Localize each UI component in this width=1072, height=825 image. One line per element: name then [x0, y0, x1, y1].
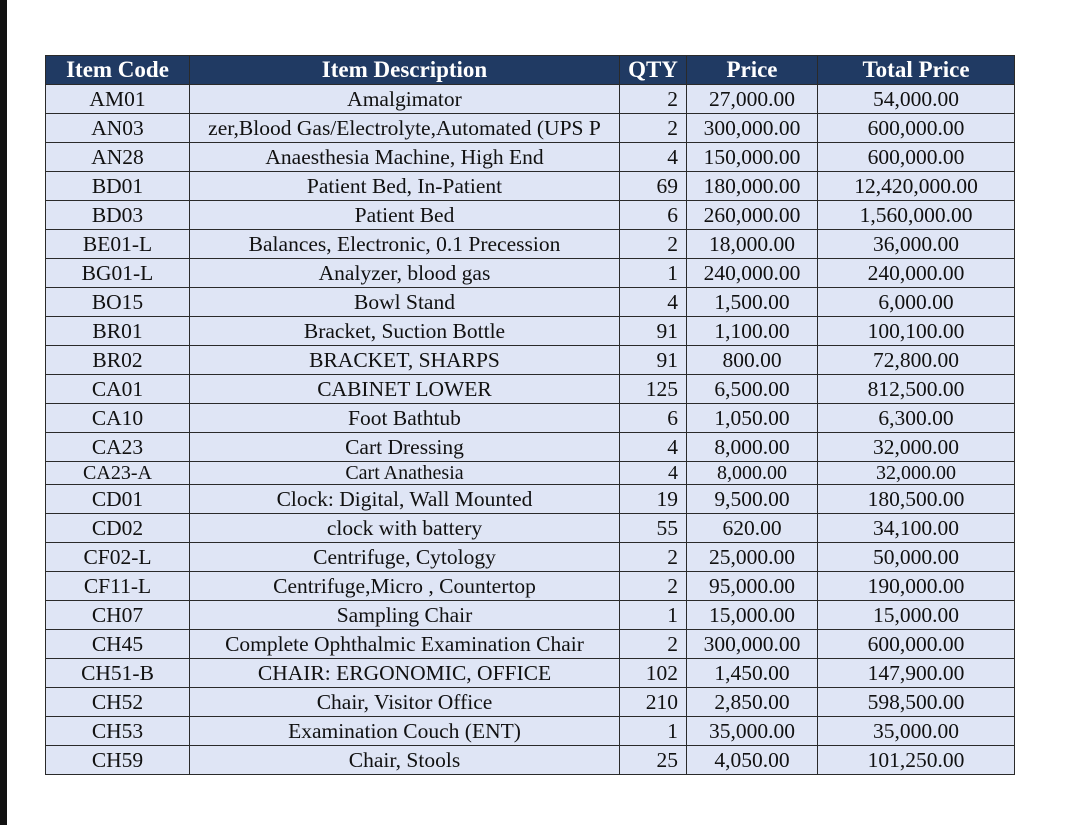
cell-item-description: Balances, Electronic, 0.1 Precession: [190, 230, 620, 259]
cell-price: 2,850.00: [687, 688, 818, 717]
cell-item-description: Bowl Stand: [190, 288, 620, 317]
cell-total-price: 32,000.00: [818, 462, 1015, 485]
cell-total-price: 35,000.00: [818, 717, 1015, 746]
cell-qty: 2: [620, 630, 687, 659]
cell-item-code: CA23-A: [46, 462, 190, 485]
cell-total-price: 72,800.00: [818, 346, 1015, 375]
cell-price: 25,000.00: [687, 543, 818, 572]
table-row: [46, 514, 1015, 543]
table-row: [46, 85, 1015, 114]
cell-price: 300,000.00: [687, 630, 818, 659]
cell-price: 18,000.00: [687, 230, 818, 259]
table-row: [46, 572, 1015, 601]
cell-qty: 2: [620, 85, 687, 114]
cell-price: 180,000.00: [687, 172, 818, 201]
cell-qty: 2: [620, 543, 687, 572]
table-row: [46, 630, 1015, 659]
cell-item-code: BO15: [46, 288, 190, 317]
cell-total-price: 190,000.00: [818, 572, 1015, 601]
cell-qty: 1: [620, 717, 687, 746]
table-row: [46, 317, 1015, 346]
cell-item-description: Centrifuge,Micro , Countertop: [190, 572, 620, 601]
cell-qty: 25: [620, 746, 687, 775]
cell-total-price: 36,000.00: [818, 230, 1015, 259]
cell-qty: 69: [620, 172, 687, 201]
cell-item-description: Patient Bed, In-Patient: [190, 172, 620, 201]
items-table-container: [45, 55, 1014, 775]
cell-price: 4,050.00: [687, 746, 818, 775]
cell-total-price: 6,300.00: [818, 404, 1015, 433]
cell-price: 9,500.00: [687, 485, 818, 514]
cell-total-price: 812,500.00: [818, 375, 1015, 404]
cell-price: 35,000.00: [687, 717, 818, 746]
cell-price: 240,000.00: [687, 259, 818, 288]
cell-total-price: 600,000.00: [818, 630, 1015, 659]
table-row: [46, 717, 1015, 746]
table-row: [46, 346, 1015, 375]
header-qty: QTY: [620, 56, 687, 85]
cell-item-code: CH51-B: [46, 659, 190, 688]
table-row: [46, 114, 1015, 143]
header-item-code: Item Code: [46, 56, 190, 85]
cell-item-description: Chair, Visitor Office: [190, 688, 620, 717]
cell-total-price: 600,000.00: [818, 143, 1015, 172]
cell-qty: 2: [620, 572, 687, 601]
cell-item-code: AN03: [46, 114, 190, 143]
cell-item-description: Sampling Chair: [190, 601, 620, 630]
table-row: [46, 433, 1015, 462]
cell-qty: 4: [620, 433, 687, 462]
cell-item-description: Analyzer, blood gas: [190, 259, 620, 288]
cell-price: 620.00: [687, 514, 818, 543]
cell-qty: 19: [620, 485, 687, 514]
table-row: [46, 172, 1015, 201]
cell-item-description: Chair, Stools: [190, 746, 620, 775]
cell-total-price: 50,000.00: [818, 543, 1015, 572]
table-row: [46, 288, 1015, 317]
table-row: [46, 543, 1015, 572]
cell-item-description: Bracket, Suction Bottle: [190, 317, 620, 346]
cell-qty: 55: [620, 514, 687, 543]
cell-total-price: 600,000.00: [818, 114, 1015, 143]
cell-price: 800.00: [687, 346, 818, 375]
cell-total-price: 32,000.00: [818, 433, 1015, 462]
cell-price: 27,000.00: [687, 85, 818, 114]
cell-qty: 6: [620, 201, 687, 230]
cell-price: 1,050.00: [687, 404, 818, 433]
cell-total-price: 15,000.00: [818, 601, 1015, 630]
table-row: [46, 601, 1015, 630]
cell-total-price: 54,000.00: [818, 85, 1015, 114]
cell-item-code: BE01-L: [46, 230, 190, 259]
cell-qty: 4: [620, 462, 687, 485]
cell-item-code: CA23: [46, 433, 190, 462]
cell-total-price: 12,420,000.00: [818, 172, 1015, 201]
cell-item-code: AM01: [46, 85, 190, 114]
cell-qty: 210: [620, 688, 687, 717]
header-price: Price: [687, 56, 818, 85]
cell-item-description: clock with battery: [190, 514, 620, 543]
cell-total-price: 598,500.00: [818, 688, 1015, 717]
table-row: [46, 659, 1015, 688]
cell-item-code: BR02: [46, 346, 190, 375]
cell-item-description: Cart Anathesia: [190, 462, 620, 485]
cell-item-code: CH52: [46, 688, 190, 717]
cell-qty: 91: [620, 346, 687, 375]
table-row: [46, 259, 1015, 288]
cell-total-price: 147,900.00: [818, 659, 1015, 688]
cell-item-description: Clock: Digital, Wall Mounted: [190, 485, 620, 514]
cell-total-price: 34,100.00: [818, 514, 1015, 543]
cell-item-description: Cart Dressing: [190, 433, 620, 462]
table-row: [46, 404, 1015, 433]
cell-item-code: AN28: [46, 143, 190, 172]
cell-total-price: 100,100.00: [818, 317, 1015, 346]
cell-qty: 1: [620, 601, 687, 630]
cell-qty: 4: [620, 143, 687, 172]
cell-qty: 125: [620, 375, 687, 404]
cell-item-description: Centrifuge, Cytology: [190, 543, 620, 572]
header-total-price: Total Price: [818, 56, 1015, 85]
cell-item-code: BR01: [46, 317, 190, 346]
cell-total-price: 6,000.00: [818, 288, 1015, 317]
cell-item-code: CF11-L: [46, 572, 190, 601]
cell-item-description: CHAIR: ERGONOMIC, OFFICE: [190, 659, 620, 688]
cell-item-description: Complete Ophthalmic Examination Chair: [190, 630, 620, 659]
table-body: [46, 85, 1015, 775]
cell-item-description: Examination Couch (ENT): [190, 717, 620, 746]
cell-item-description: Patient Bed: [190, 201, 620, 230]
cell-item-code: BG01-L: [46, 259, 190, 288]
left-edge-bar: [0, 0, 7, 825]
table-row: [46, 462, 1015, 485]
table-row: [46, 375, 1015, 404]
table-row: [46, 688, 1015, 717]
cell-price: 1,500.00: [687, 288, 818, 317]
cell-qty: 2: [620, 230, 687, 259]
cell-total-price: 240,000.00: [818, 259, 1015, 288]
cell-qty: 6: [620, 404, 687, 433]
header-row: [46, 56, 1015, 85]
cell-qty: 4: [620, 288, 687, 317]
cell-item-code: CA01: [46, 375, 190, 404]
cell-price: 150,000.00: [687, 143, 818, 172]
table-row: [46, 143, 1015, 172]
table-row: [46, 201, 1015, 230]
cell-item-code: BD03: [46, 201, 190, 230]
cell-price: 1,100.00: [687, 317, 818, 346]
cell-item-code: CF02-L: [46, 543, 190, 572]
cell-qty: 1: [620, 259, 687, 288]
cell-price: 1,450.00: [687, 659, 818, 688]
cell-price: 8,000.00: [687, 433, 818, 462]
cell-price: 300,000.00: [687, 114, 818, 143]
cell-item-description: Amalgimator: [190, 85, 620, 114]
cell-item-code: CH53: [46, 717, 190, 746]
cell-qty: 2: [620, 114, 687, 143]
cell-item-code: BD01: [46, 172, 190, 201]
cell-price: 6,500.00: [687, 375, 818, 404]
header-item-description: Item Description: [190, 56, 620, 85]
table-row: [46, 230, 1015, 259]
cell-total-price: 1,560,000.00: [818, 201, 1015, 230]
cell-item-code: CD01: [46, 485, 190, 514]
cell-item-description: Foot Bathtub: [190, 404, 620, 433]
cell-item-code: CH45: [46, 630, 190, 659]
cell-price: 260,000.00: [687, 201, 818, 230]
cell-total-price: 101,250.00: [818, 746, 1015, 775]
cell-qty: 91: [620, 317, 687, 346]
cell-price: 8,000.00: [687, 462, 818, 485]
cell-item-code: CD02: [46, 514, 190, 543]
cell-item-description: Anaesthesia Machine, High End: [190, 143, 620, 172]
table-row: [46, 485, 1015, 514]
cell-total-price: 180,500.00: [818, 485, 1015, 514]
table-row: [46, 746, 1015, 775]
cell-item-code: CH07: [46, 601, 190, 630]
cell-price: 15,000.00: [687, 601, 818, 630]
cell-item-code: CH59: [46, 746, 190, 775]
cell-item-code: CA10: [46, 404, 190, 433]
cell-item-description: CABINET LOWER: [190, 375, 620, 404]
cell-item-description: zer,Blood Gas/Electrolyte,Automated (UPS P: [190, 114, 620, 143]
cell-qty: 102: [620, 659, 687, 688]
items-table: [45, 55, 1015, 775]
cell-price: 95,000.00: [687, 572, 818, 601]
cell-item-description: BRACKET, SHARPS: [190, 346, 620, 375]
